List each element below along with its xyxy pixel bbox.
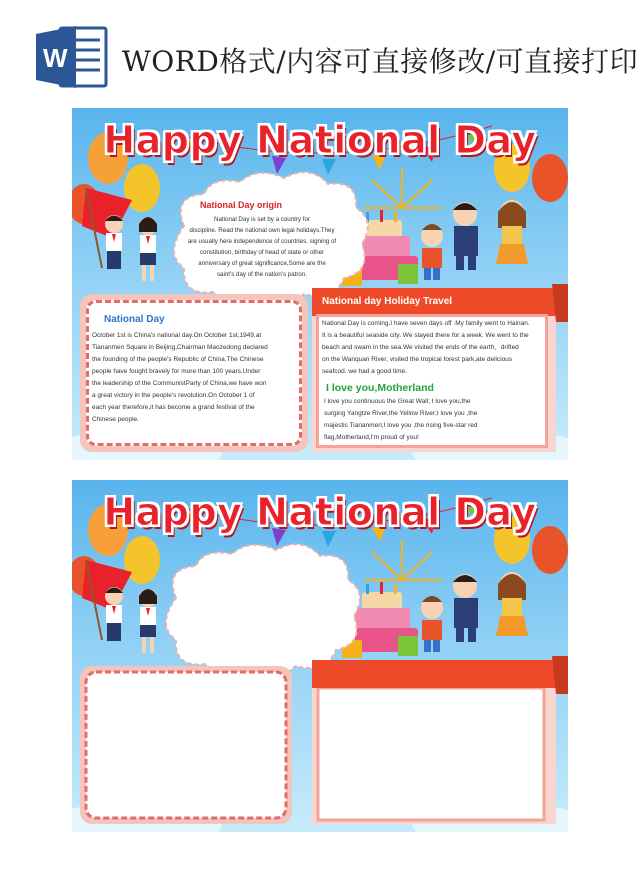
national-day-line: the leadership of the CommunistParty of China,we have won	[92, 380, 267, 387]
gift-box-icon	[398, 264, 418, 284]
header	[0, 0, 640, 100]
saluting-children-illustration	[105, 587, 157, 653]
header-title: WORD格式/内容可直接修改/可直接打印	[122, 45, 639, 78]
origin-line: constitution, birthday of head of state or other	[199, 249, 325, 256]
cloud-frame	[166, 544, 360, 676]
national-day-line: Tiananmen Square in Beijing,Chairman Maozedong declared	[92, 344, 268, 351]
saluting-children-illustration	[105, 215, 157, 281]
national-day-line: Chinese people.	[92, 416, 139, 423]
red-flag-icon	[82, 188, 132, 238]
national-day-line: each year therefore,it has become a grand festival of the	[92, 404, 255, 411]
gift-box-icon	[398, 636, 418, 656]
travel-line: on the Wanquan River, visited the tropical forest park,ate delicious	[322, 356, 513, 363]
blank-left-card	[86, 672, 286, 818]
national-day-text	[92, 330, 298, 426]
origin-line: discipline. Read the national own legal holidays.They	[189, 227, 335, 234]
origin-line: National Day is set by a country for	[214, 216, 310, 223]
poster-title: Happy National Day	[103, 118, 537, 162]
origin-line: saint's day of the nation's patron.	[216, 271, 308, 278]
origin-heading: National Day origin	[200, 200, 283, 210]
travel-line: beach and swam in the sea.We visited the ends of the earth、drifted	[322, 344, 519, 351]
origin-line: anniversary of great significance,Some are the	[198, 260, 326, 267]
love-line: flag,Motherland,I'm proud of you!	[324, 434, 419, 441]
love-line: I love you continuous the Great Wall; I love you,the	[324, 398, 471, 405]
firework-icon	[364, 168, 442, 208]
firework-icon	[364, 540, 442, 580]
red-flag-icon	[82, 560, 132, 610]
origin-line: are usually here independence of countries. signing of	[187, 238, 337, 245]
poster-title: Happy National Day	[103, 490, 537, 534]
travel-line: National Day is coming,I have seven days off .My family went to Hainan.	[322, 320, 530, 327]
national-day-line: people have fought bravely for more than 100 years.Under	[92, 368, 261, 375]
family-illustration	[421, 200, 528, 280]
family-illustration	[421, 572, 528, 652]
national-day-line: October 1st is China's national day.On October 1st,1949,at	[92, 332, 262, 339]
travel-line: seafcod. we had a good time.	[322, 368, 407, 375]
national-day-line: the founding of the people's Republic of China.The Chinese	[92, 356, 264, 363]
love-text	[324, 396, 498, 444]
svg-text:W: W	[43, 43, 68, 73]
word-document-icon	[34, 24, 110, 90]
poster-filled	[72, 108, 568, 460]
national-day-line: a great victory in the people's revolution.On October 1 of	[92, 392, 255, 399]
travel-text	[322, 318, 546, 378]
love-line: surging Yangtze River,the Yellow River;I love you ,the	[324, 410, 478, 417]
love-heading: I love you,Motherland	[326, 382, 434, 394]
national-day-heading: National Day	[104, 314, 165, 325]
poster-blank	[72, 480, 568, 832]
love-line: majestic Tiananmen;I love you ,the rising five-star red	[324, 422, 478, 429]
blank-right-card	[318, 688, 544, 820]
travel-line: It is a beautiful seaside city. We stayed there for a week. We went to the	[322, 332, 529, 339]
origin-text	[172, 214, 352, 280]
travel-heading: National day Holiday Travel	[322, 296, 453, 307]
